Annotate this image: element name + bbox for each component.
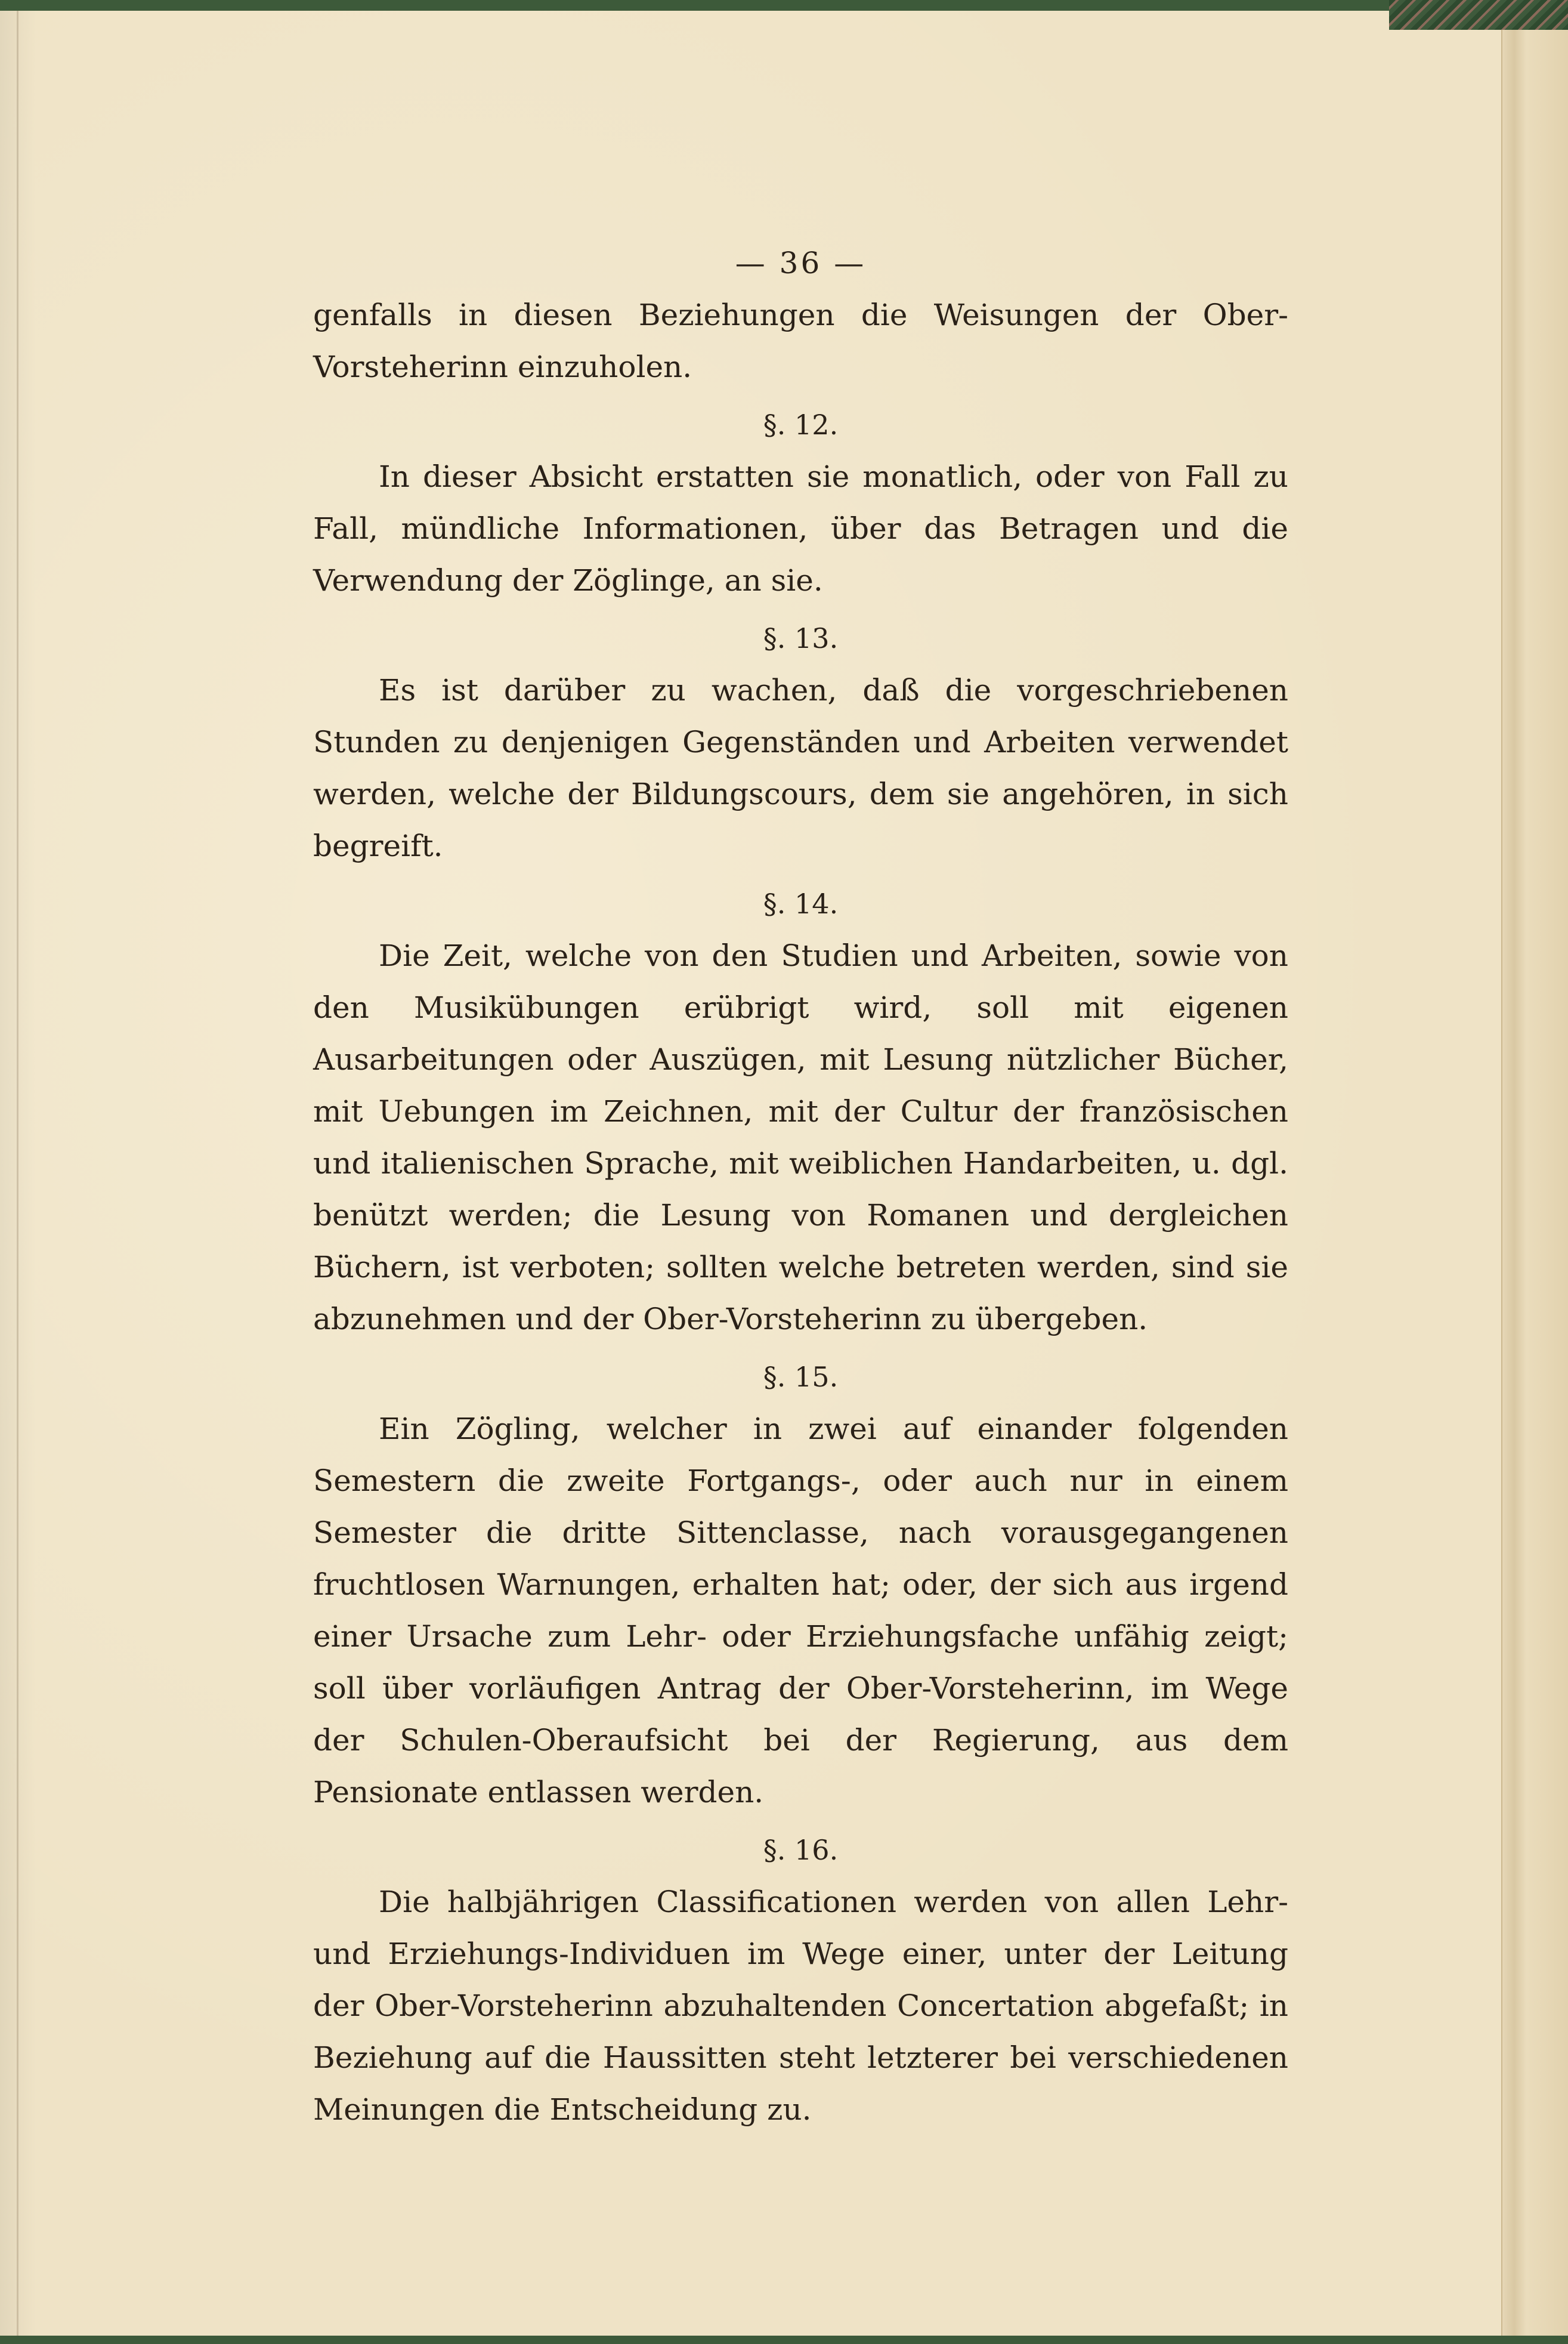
binding-corner-decoration [1389,0,1568,30]
section-heading-13: §. 13. [763,622,839,654]
section-heading-14: §. 14. [763,888,839,920]
page-content [313,237,1288,2136]
section-heading-12: §. 12. [763,409,839,441]
paragraph-section-15: Ein Zögling, welcher in zwei auf einander folgenden Semestern die zweite Fortgangs-, oder auch nur in einem Semester die dritte Sittenclasse, nach vorausgegangenen fruchtlosen Warnungen, erhalten hat; oder, der sich aus irgend einer Ursache zum Lehr- oder Erziehungsfache unfähig zeigt; soll über vorläufigen Antrag der Ober-Vorsteherinn, im Wege der Schulen-Oberaufsicht bei der Regierung, aus dem Pensionate entlassen werden. [313,1412,1288,1809]
page-number: — 36 — [735,246,867,280]
binding-bottom-edge [0,2336,1568,2344]
paragraph-section-14: Die Zeit, welche von den Studien und Arbeiten, sowie von den Musikübungen erübrigt wird, soll mit eigenen Ausarbeitungen oder Auszügen, mit Lesung nützlicher Bücher, mit Uebungen im Zeichnen, mit der Cultur der französischen und italienischen Sprache, mit weiblichen Handarbeiten, u. dgl. benützt werden; die Lesung von Romanen und dergleichen Büchern, ist verboten; sollten welche betreten werden, sind sie abzunehmen und der Ober-Vorsteherinn zu übergeben. [313,938,1288,1336]
paragraph-section-16: Die halbjährigen Classificationen werden von allen Lehr- und Erziehungs-Individuen im Wege einer, unter der Leitung der Ober-Vorsteherinn abzuhaltenden Concertation abgefaßt; in Beziehung auf die Haussitten steht letzterer bei verschiedenen Meinungen die Entscheidung zu. [313,1885,1288,2127]
paragraph-section-12: In dieser Absicht erstatten sie monatlich, oder von Fall zu Fall, mündliche Informationen, über das Betragen und die Verwendung der Zöglinge, an sie. [313,459,1288,598]
section-heading-15: §. 15. [763,1361,839,1393]
section-heading-16: §. 16. [763,1834,839,1866]
book-page [0,11,1568,2337]
paragraph-continuation: genfalls in diesen Beziehungen die Weisungen der Ober-Vorsteherinn einzuholen. [313,298,1288,384]
paragraph-section-13: Es ist darüber zu wachen, daß die vorgeschriebenen Stunden zu denjenigen Gegenständen und Arbeiten verwendet werden, welche der Bildungscours, dem sie angehören, in sich begreift. [313,673,1288,863]
page-fold-shadow [17,11,18,2337]
page-edge [1501,11,1568,2337]
